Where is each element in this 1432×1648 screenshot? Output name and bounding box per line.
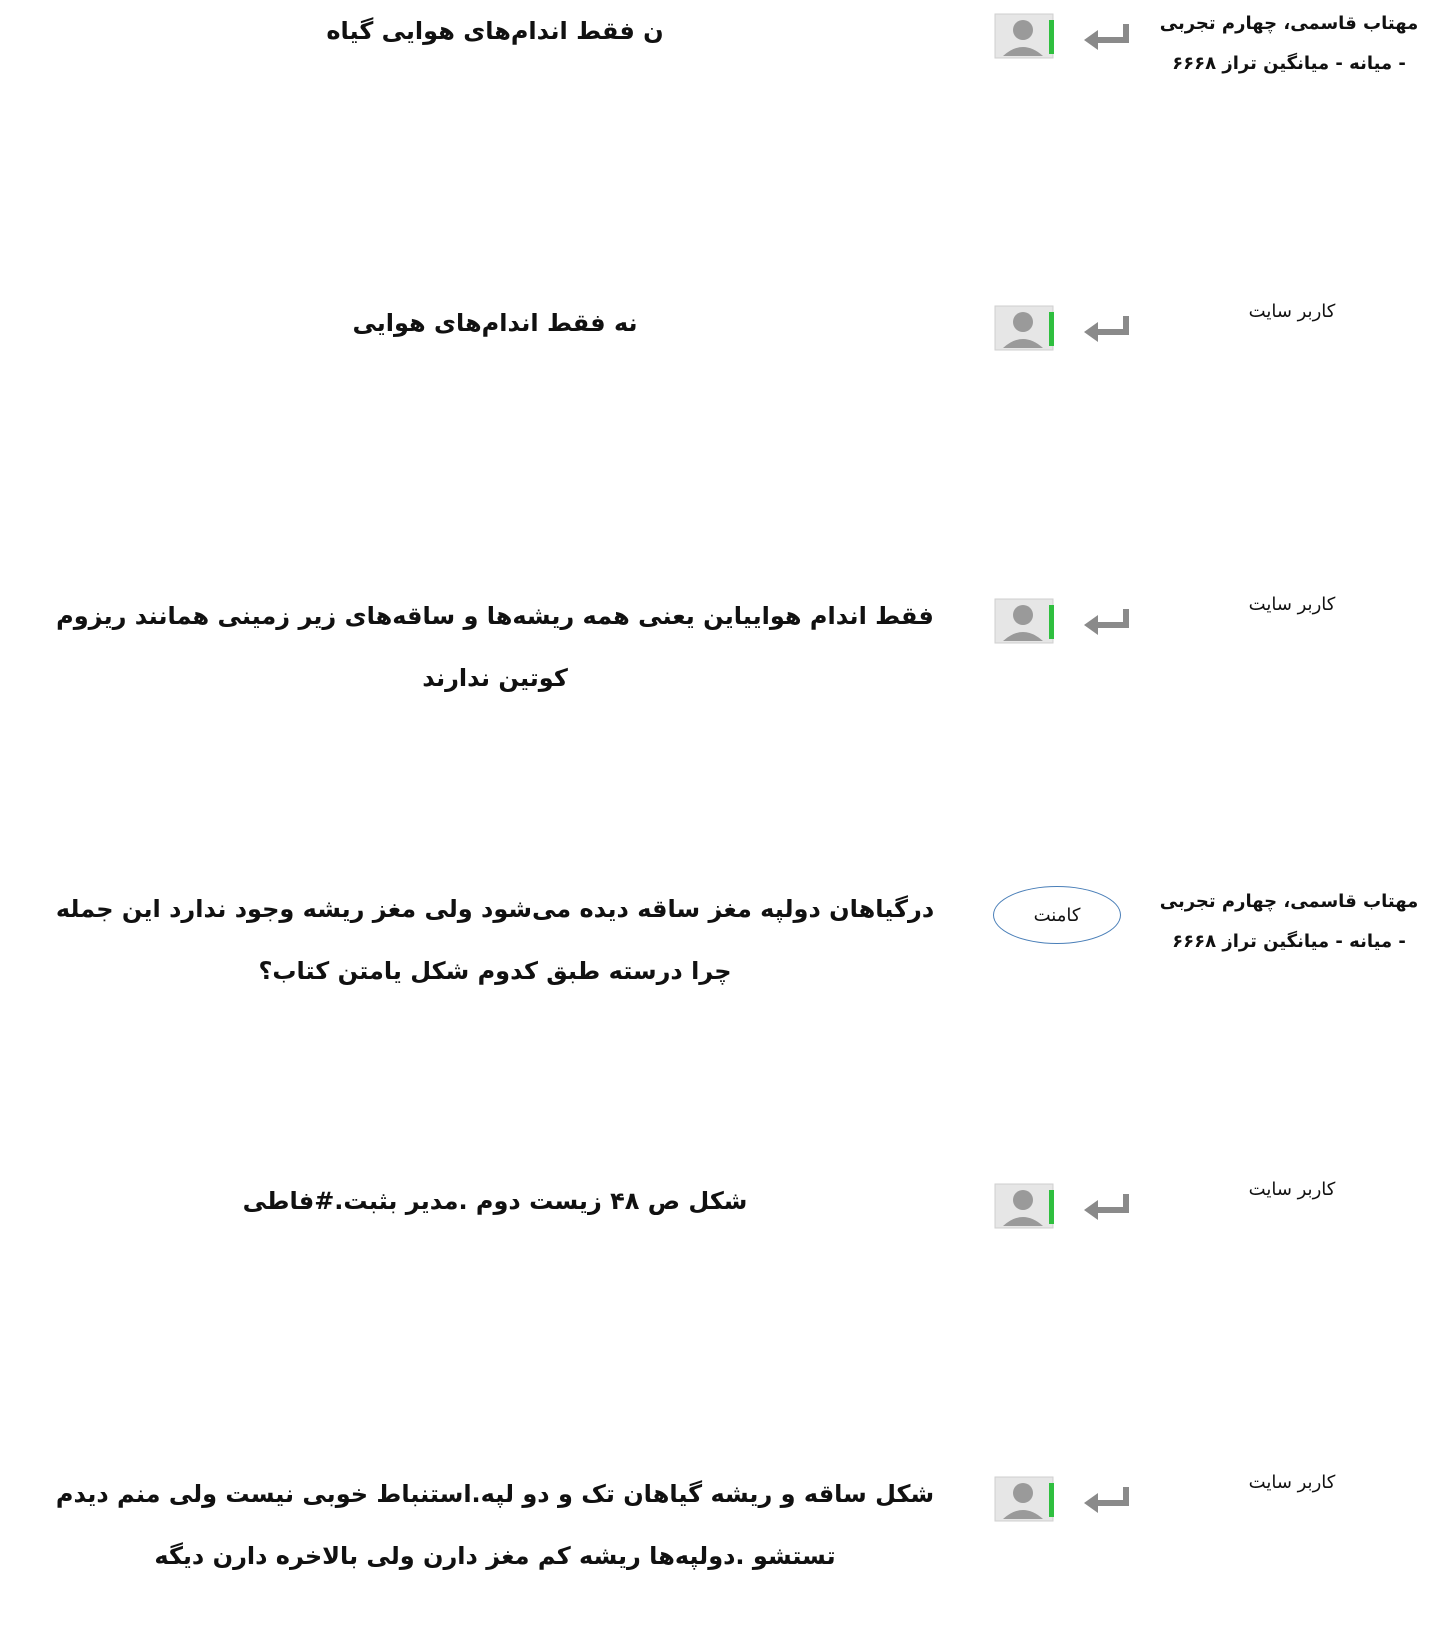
comment-author: کاربر سایت bbox=[1248, 594, 1336, 615]
reply-arrow-icon[interactable] bbox=[1082, 1485, 1130, 1513]
reply-arrow-icon[interactable] bbox=[1082, 1192, 1130, 1220]
user-avatar-icon bbox=[993, 1475, 1059, 1523]
reply-arrow-icon[interactable] bbox=[1082, 22, 1130, 50]
comment-author: مهتاب قاسمی، چهارم تجربی - میانه - میانگین تراز ۶۶۶۸ bbox=[1159, 13, 1419, 74]
comment-author: کاربر سایت bbox=[1248, 1179, 1336, 1200]
reply-arrow-icon[interactable] bbox=[1082, 314, 1130, 342]
user-avatar-icon bbox=[993, 1182, 1059, 1230]
comment-text: فقط اندام هواییاین یعنی همه ریشه‌ها و ساقه‌های زیر زمینی همانند ریزوم کوتین ندارند bbox=[56, 602, 934, 692]
comment-text: نه فقط اندام‌های هوایی bbox=[352, 309, 638, 337]
comment-text: شکل ساقه و ریشه گیاهان تک و دو لپه.استنباط خوبی نیست ولی منم دیدم تستشو .دولپه‌ها ریشه کم مغز دارن ولی بالاخره دارن دیگه bbox=[55, 1480, 935, 1570]
comment-text: ن فقط اندام‌های هوایی گیاه bbox=[326, 17, 664, 45]
comment-text: شکل ص ۴۸ زیست دوم .مدیر بثبت.#فاطی bbox=[242, 1187, 748, 1215]
comment-author: کاربر سایت bbox=[1248, 1472, 1336, 1493]
user-avatar-icon bbox=[993, 304, 1059, 352]
comment-author: مهتاب قاسمی، چهارم تجربی - میانه - میانگین تراز ۶۶۶۸ bbox=[1159, 891, 1419, 952]
reply-arrow-icon[interactable] bbox=[1082, 607, 1130, 635]
user-avatar-icon bbox=[993, 12, 1059, 60]
comment-badge[interactable]: کامنت bbox=[993, 886, 1121, 944]
comment-text: درگیاهان دولپه مغز ساقه دیده می‌شود ولی مغز ریشه وجود ندارد این جمله چرا درسته طبق کدوم شکل یامتن کتاب؟ bbox=[55, 895, 935, 985]
user-avatar-icon bbox=[993, 597, 1059, 645]
comment-author: کاربر سایت bbox=[1248, 301, 1336, 322]
